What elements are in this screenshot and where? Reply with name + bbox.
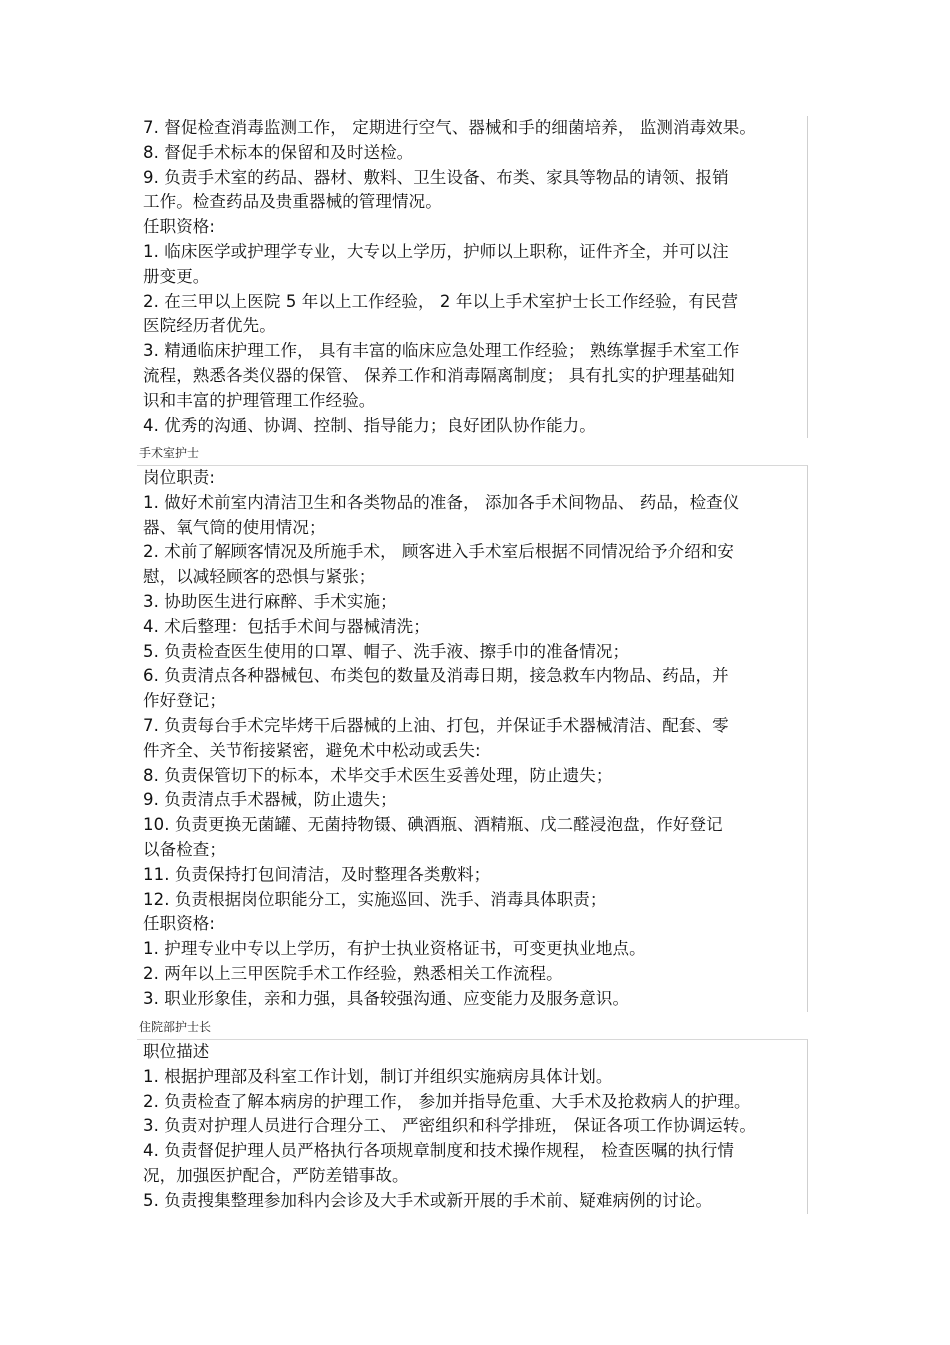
- text-line: 岗位职责:: [143, 468, 216, 487]
- text-line: 9. 负责手术室的药品、器材、敷料、卫生设备、布类、家具等物品的请领、报销: [143, 167, 729, 187]
- text-line: 作好登记；: [143, 691, 226, 711]
- section-caption: 住院部护士长: [139, 1020, 212, 1034]
- section-ward-head-nurse: [137, 1039, 808, 1214]
- text-line: 职位描述: [143, 1042, 210, 1061]
- text-line: 2. 负责检查了解本病房的护理工作， 参加并指导危重、大手术及抢救病人的护理。: [143, 1091, 751, 1111]
- text-line: 8. 督促手术标本的保留和及时送检。: [143, 142, 414, 162]
- text-line: 3. 职业形象佳，亲和力强，具备较强沟通、应变能力及服务意识。: [143, 988, 630, 1008]
- text-line: 慰，以减轻顾客的恐惧与紧张；: [143, 567, 376, 587]
- text-line: 器、氧气筒的使用情况；: [143, 517, 326, 537]
- text-line: 医院经历者优先。: [143, 316, 276, 336]
- text-line: 7. 督促检查消毒监测工作， 定期进行空气、器械和手的细菌培养， 监测消毒效果。: [143, 118, 756, 137]
- text-line: 4. 优秀的沟通、协调、控制、指导能力；良好团队协作能力。: [143, 415, 596, 435]
- text-line: 流程，熟悉各类仪器的保管、 保养工作和消毒隔离制度； 具有扎实的护理基础知: [143, 365, 735, 385]
- text-line: 5. 负责检查医生使用的口罩、帽子、洗手液、擦手巾的准备情况；: [143, 641, 630, 661]
- text-line: 11. 负责保持打包间清洁，及时整理各类敷料；: [143, 864, 491, 884]
- text-line: 5. 负责搜集整理参加科内会诊及大手术或新开展的手术前、疑难病例的讨论。: [143, 1190, 713, 1210]
- text-line: 3. 负责对护理人员进行合理分工、 严密组织和科学排班， 保证各项工作协调运转。: [143, 1116, 756, 1136]
- text-line: 况，加强医护配合，严防差错事故。: [143, 1165, 409, 1185]
- text-line: 8. 负责保管切下的标本，术毕交手术医生妥善处理，防止遗失；: [143, 765, 613, 785]
- text-line: 6. 负责清点各种器械包、布类包的数量及消毒日期，接急救车内物品、药品，并: [143, 666, 729, 686]
- text-line: 3. 协助医生进行麻醉、手术实施；: [143, 591, 397, 611]
- text-line: 3. 精通临床护理工作， 具有丰富的临床应急处理工作经验； 熟练掌握手术室工作: [143, 341, 740, 361]
- text-line: 10. 负责更换无菌罐、无菌持物镊、碘酒瓶、酒精瓶、戊二醛浸泡盘，作好登记: [143, 815, 723, 835]
- text-line: 1. 根据护理部及科室工作计划，制订并组织实施病房具体计划。: [143, 1066, 613, 1086]
- text-line: 识和丰富的护理管理工作经验。: [143, 390, 376, 410]
- text-line: 7. 负责每台手术完毕烤干后器械的上油、打包，并保证手术器械清洁、配套、零: [143, 715, 729, 735]
- section-caption: 手术室护士: [139, 446, 200, 460]
- text-line: 以备检查；: [143, 839, 226, 859]
- text-line: 9. 负责清点手术器械，防止遗失；: [143, 790, 397, 810]
- text-line: 1. 做好术前室内清洁卫生和各类物品的准备， 添加各手术间物品、 药品，检查仪: [143, 492, 740, 512]
- text-line: 册变更。: [143, 266, 210, 286]
- text-line: 2. 在三甲以上医院 5 年以上工作经验， 2 年以上手术室护士长工作经验，有民营: [143, 291, 739, 311]
- text-line: 任职资格:: [143, 914, 216, 934]
- text-line: 4. 术后整理：包括手术间与器械清洗；: [143, 616, 430, 636]
- text-line: 2. 两年以上三甲医院手术工作经验，熟悉相关工作流程。: [143, 963, 563, 983]
- text-line: 1. 护理专业中专以上学历，有护士执业资格证书，可变更执业地点。: [143, 939, 646, 959]
- section-director-duties: [137, 116, 808, 438]
- text-line: 工作。检查药品及贵重器械的管理情况。: [143, 192, 442, 212]
- text-line: 4. 负责督促护理人员严格执行各项规章制度和技术操作规程， 检查医嘱的执行情: [143, 1141, 735, 1161]
- text-line: 件齐全、关节衔接紧密，避免术中松动或丢失:: [143, 740, 481, 760]
- text-line: 12. 负责根据岗位职能分工，实施巡回、洗手、消毒具体职责；: [143, 889, 607, 909]
- text-line: 1. 临床医学或护理学专业，大专以上学历，护师以上职称，证件齐全，并可以注: [143, 241, 729, 261]
- text-line: 2. 术前了解顾客情况及所施手术， 顾客进入手术室后根据不同情况给予介绍和安: [143, 542, 735, 562]
- text-line: 任职资格:: [143, 217, 216, 237]
- section-or-nurse: [137, 465, 808, 1012]
